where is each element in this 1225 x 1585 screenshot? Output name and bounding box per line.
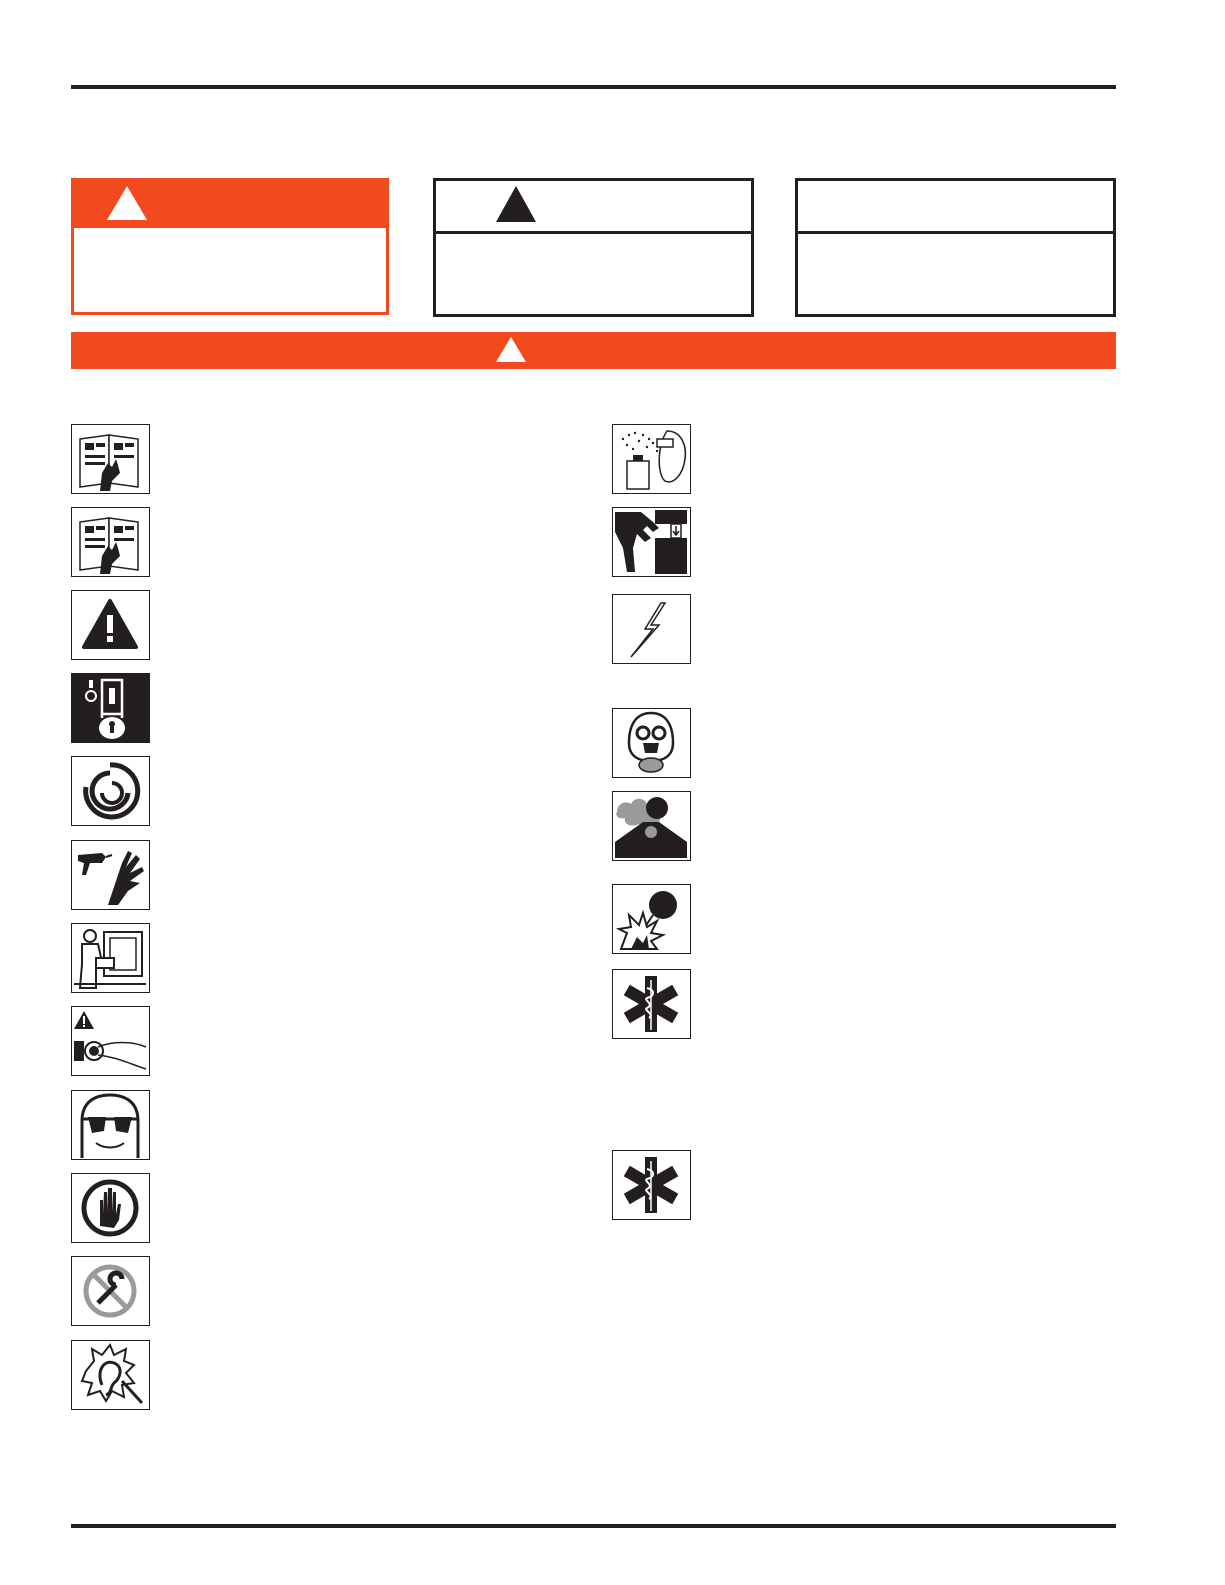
rotating-parts-icon xyxy=(71,756,150,826)
alert-triangle-icon xyxy=(495,336,527,363)
stop-hand-icon xyxy=(71,1173,150,1243)
pinch-point-icon xyxy=(612,507,691,577)
emergency-stop-icon xyxy=(71,1006,150,1076)
read-manual-icon xyxy=(71,507,150,577)
lockout-tagout-icon xyxy=(71,673,150,743)
hearing-protection-icon xyxy=(71,1340,150,1410)
respirator-icon xyxy=(612,708,691,778)
read-manual-icon xyxy=(71,424,150,494)
electric-shock-icon xyxy=(612,594,691,664)
alert-triangle-icon xyxy=(495,185,537,223)
warning-exclamation-icon xyxy=(71,590,150,660)
warning-signal-box xyxy=(433,178,754,317)
notice-header xyxy=(798,181,1113,234)
no-modification-icon xyxy=(71,1256,150,1326)
footer-rule xyxy=(71,1524,1116,1528)
medical-first-aid-icon xyxy=(612,969,691,1039)
operator-training-icon xyxy=(71,923,150,993)
safety-instructions-band xyxy=(71,332,1116,369)
spray-gun-injection-icon xyxy=(71,840,150,910)
alert-triangle-icon xyxy=(106,185,148,221)
toxic-fumes-icon xyxy=(612,791,691,861)
danger-signal-box xyxy=(71,178,389,315)
medical-first-aid-icon xyxy=(612,1150,691,1220)
danger-header xyxy=(74,181,386,228)
spray-paint-hazard-icon xyxy=(612,424,691,494)
header-rule xyxy=(71,85,1116,89)
warning-header xyxy=(436,181,751,234)
notice-signal-box xyxy=(795,178,1116,317)
eye-protection-icon xyxy=(71,1090,150,1160)
explosion-hazard-icon xyxy=(612,884,691,954)
